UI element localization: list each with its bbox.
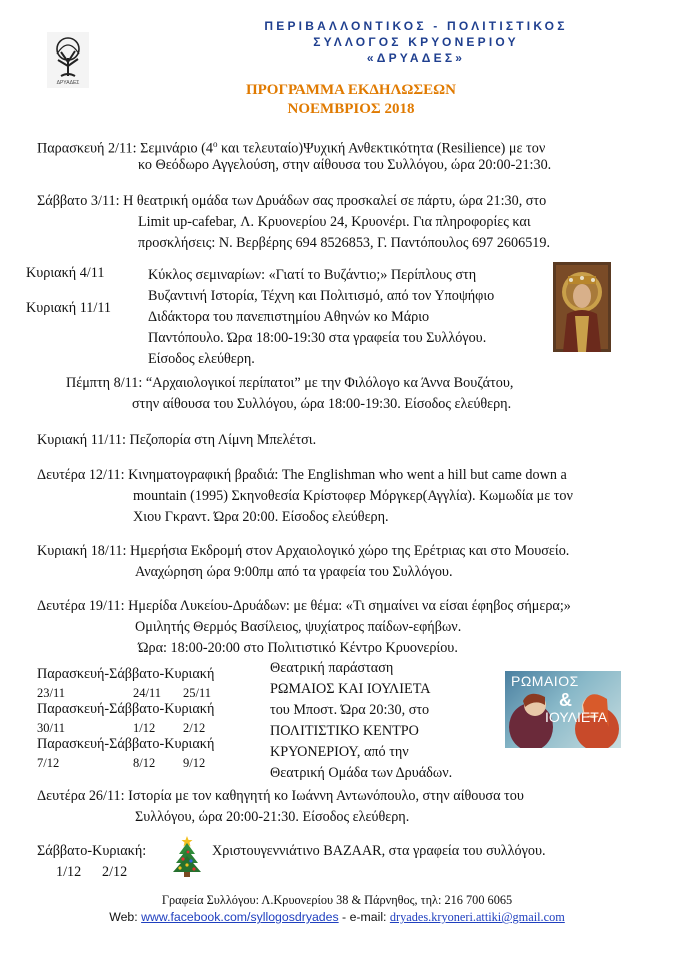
theatre-days-label-3: Παρασκευή-Σάββατο-Κυριακή <box>37 736 215 752</box>
poster-ampersand: & <box>559 690 572 710</box>
event-2-11-line2: κο Θεόδωρο Αγγελούση, στην αίθουσα του Συλλόγου, ώρα 20:00-21:30. <box>138 157 552 173</box>
date-cell: 7/12 <box>37 756 60 770</box>
event-byzantium-line2: Βυζαντινή Ιστορία, Τέχνη και Πολιτισμό, από τον Υποψήφιο <box>148 288 495 304</box>
theatre-line2: ΡΩΜΑΙΟΣ ΚΑΙ ΙΟΥΛΙΕΤΑ <box>270 681 431 697</box>
event-18-11-line1: Κυριακή 18/11: Ημερήσια Εκδρομή στον Αρχαιολογικό χώρο της Ερέτριας και στο Μουσείο. <box>37 543 570 559</box>
poster-title-juliet: ΙΟΥΛΙΕΤΑ <box>545 709 608 725</box>
theatre-line5: ΚΡΥΟΝΕΡΙΟΥ, από την <box>270 744 409 760</box>
event-byzantium-line1: Κύκλος σεμιναρίων: «Γιατί το Βυζάντιο;» Περίπλους στη <box>148 267 477 283</box>
email-label: - e-mail: <box>338 910 390 924</box>
theatre-days-label-2: Παρασκευή-Σάββατο-Κυριακή <box>37 701 215 717</box>
event-26-11-line2: Συλλόγου, ώρα 20:00-21:30. Είσοδος ελεύθερη. <box>135 809 410 825</box>
bazaar-dates <box>56 862 127 883</box>
program-title: ΠΡΟΓΡΑΜΜΑ ΕΚΔΗΛΩΣΕΩΝ <box>245 82 457 98</box>
date-cell: 2/12 <box>183 721 206 735</box>
event-19-11-line3: Ώρα: 18:00-20:00 στο Πολιτιστικό Κέντρο Κρυονερίου. <box>138 640 458 656</box>
superscript: ο <box>212 139 218 149</box>
date-cell: 2/12 <box>102 864 128 880</box>
byzantine-mosaic-image <box>553 262 611 352</box>
date-cell: 9/12 <box>183 756 206 770</box>
event-byzantium-date1: Κυριακή 4/11 <box>26 265 105 281</box>
footer-web-line <box>0 908 674 926</box>
event-text: Παρασκευή 2/11: Σεμινάριο (4 <box>37 140 213 157</box>
event-11-11-hike: Κυριακή 11/11: Πεζοπορία στη Λίμνη Μπελέτσι. <box>37 432 317 448</box>
event-3-11-line1: Σάββατο 3/11: Η θεατρική ομάδα των Δρυάδων σας προσκαλεί σε πάρτυ, ώρα 21:30, στο <box>37 193 547 209</box>
theatre-line1: Θεατρική παράσταση <box>270 660 394 676</box>
theatre-line4: ΠΟΛΙΤΙΣΤΙΚΟ ΚΕΝΤΡΟ <box>270 723 419 739</box>
program-month: ΝΟΕΜΒΡΙΟΣ 2018 <box>287 101 415 117</box>
bazaar-date-label: Σάββατο-Κυριακή: <box>37 843 147 859</box>
event-26-11-line1: Δευτέρα 26/11: Ιστορία με τον καθηγητή κο Ιωάννη Αντωνόπουλο, στην αίθουσα του <box>37 788 524 804</box>
event-byzantium-line4: Παντόπουλο. Ώρα 18:00-19:30 στα γραφεία του Συλλόγου. <box>148 330 487 346</box>
event-text: και τελευταίο)Ψυχική Ανθεκτικότητα (Resilience) με τον <box>217 140 546 157</box>
web-label: Web: <box>109 910 142 924</box>
dryades-logo <box>47 32 89 88</box>
event-12-11-line1: Δευτέρα 12/11: Κινηματογραφική βραδιά: The Englishman who went a hill but came down a <box>37 467 567 483</box>
date-cell: 25/11 <box>183 686 212 700</box>
bazaar-text: Χριστουγεννιάτινο BAZAAR, στα γραφεία του συλλόγου. <box>212 843 546 859</box>
theatre-days-label-1: Παρασκευή-Σάββατο-Κυριακή <box>37 666 215 682</box>
event-3-11-line2: Limit up-cafebar, Λ. Κρυονερίου 24, Κρυονέρι. Για πληροφορίες και <box>138 214 531 230</box>
poster-title-romeo: ΡΩΜΑΙΟΣ <box>511 673 579 689</box>
date-cell: 1/12 <box>133 721 156 735</box>
event-8-11-line2: στην αίθουσα του Συλλόγου, ώρα 18:00-19:30. Είσοδος ελεύθερη. <box>132 396 512 412</box>
logo-caption: ΔΡΥΑΔΕΣ <box>56 80 80 86</box>
christmas-tree-icon <box>171 834 203 878</box>
event-19-11-line1: Δευτέρα 19/11: Ημερίδα Λυκείου-Δρυάδων: με θέμα: «Τι σημαίνει να είσαι έφηβος σήμερα;» <box>37 598 571 614</box>
date-cell: 30/11 <box>37 721 66 735</box>
event-byzantium-line5: Είσοδος ελεύθερη. <box>148 351 255 367</box>
footer-address: Γραφεία Συλλόγου: Λ.Κρυονερίου 38 & Πάρνηθος, τηλ: 216 700 6065 <box>161 893 513 907</box>
event-18-11-line2: Αναχώρηση ώρα 9:00πμ από τα γραφεία του Συλλόγου. <box>135 564 453 580</box>
theatre-dates-week3 <box>37 753 205 774</box>
date-cell: 1/12 <box>56 864 82 880</box>
event-12-11-line2: mountain (1995) Σκηνοθεσία Κρίστοφερ Μόργκερ(Αγγλία). Κωμωδία με τον <box>133 488 573 504</box>
org-name-line2: ΣΥΛΛΟΓΟΣ ΚΡΥΟΝΕΡΙΟΥ <box>313 35 519 49</box>
event-3-11-line3: προσκλήσεις: Ν. Βερβέρης 694 8526853, Γ. Παντόπουλος 697 2606519. <box>138 235 551 251</box>
email-link[interactable]: dryades.kryoneri.attiki@gmail.com <box>389 910 565 924</box>
event-12-11-line3: Χιου Γκραντ. Ώρα 20:00. Είσοδος ελεύθερη. <box>133 509 389 525</box>
org-name-line3: «ΔΡΥΑΔΕΣ» <box>366 51 466 65</box>
event-byzantium-line3: Διδάκτορα του πανεπιστημίου Αθηνών κο Μάριο <box>148 309 430 325</box>
date-cell: 23/11 <box>37 686 66 700</box>
facebook-link[interactable]: www.facebook.com/syllogosdryades <box>141 910 339 924</box>
theatre-line6: Θεατρική Ομάδα των Δρυάδων. <box>270 765 453 781</box>
romeo-juliet-poster <box>505 671 621 748</box>
event-8-11-line1: Πέμπτη 8/11: “Αρχαιολογικοί περίπατοι” με την Φιλόλογο κα Άννα Βουζάτου, <box>66 375 514 391</box>
event-19-11-line2: Ομιλητής Θερμός Βασίλειος, ψυχίατρος παίδων-εφήβων. <box>135 619 462 635</box>
event-byzantium-date2: Κυριακή 11/11 <box>26 300 111 316</box>
date-cell: 8/12 <box>133 756 156 770</box>
date-cell: 24/11 <box>133 686 162 700</box>
theatre-line3: του Μποστ. Ώρα 20:30, στο <box>270 702 430 718</box>
org-name-line1: ΠΕΡΙΒΑΛΛΟΝΤΙΚΟΣ - ΠΟΛΙΤΙΣΤΙΚΟΣ <box>264 19 568 33</box>
